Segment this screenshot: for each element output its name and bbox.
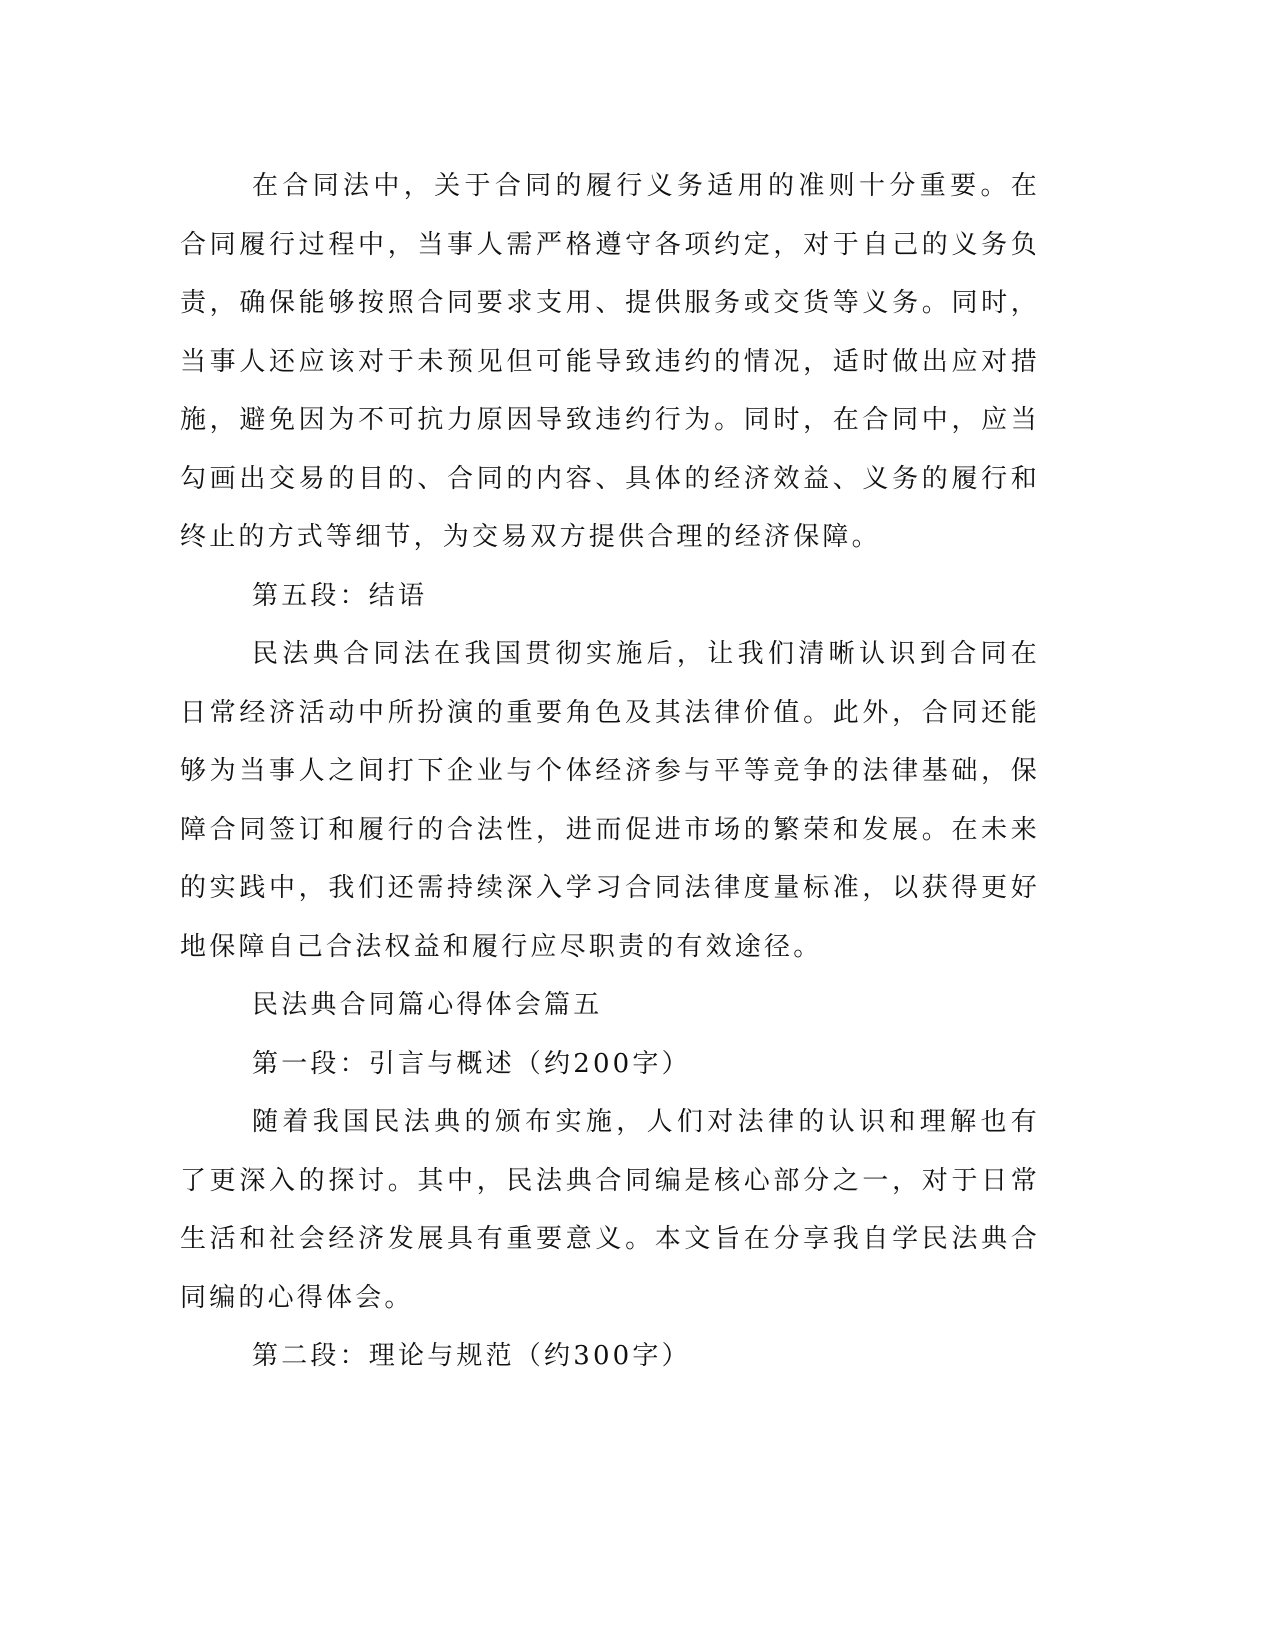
paragraph-introduction: 随着我国民法典的颁布实施，人们对法律的认识和理解也有了更深入的探讨。其中，民法典合同编是核心部分之一，对于日常生活和社会经济发展具有重要意义。本文旨在分享我自学民法典合同编的心得体会。 xyxy=(180,1107,1040,1313)
paragraph-contract-performance: 在合同法中，关于合同的履行义务适用的准则十分重要。在合同履行过程中，当事人需严格遵守各项约定，对于自己的义务负责，确保能够按照合同要求支用、提供服务或交货等义务。同时，当事人还应该对于未预见但可能导致违约的情况，适时做出应对措施，避免因为不可抗力原因导致违约行为。同时，在合同中，应当勾画出交易的目的、合同的内容、具体的经济效益、义务的履行和终止的方式等细节，为交易双方提供合理的经济保障。 xyxy=(180,171,1040,552)
section-heading-introduction: 第一段：引言与概述（约200字） xyxy=(252,1048,691,1079)
article-title: 民法典合同篇心得体会篇五 xyxy=(252,990,603,1020)
section-heading-theory: 第二段：理论与规范（约300字） xyxy=(252,1341,691,1371)
section-heading-conclusion: 第五段：结语 xyxy=(252,580,428,611)
document-body xyxy=(180,157,1040,1386)
paragraph-conclusion: 民法典合同法在我国贯彻实施后，让我们清晰认识到合同在日常经济活动中所扮演的重要角色及其法律价值。此外，合同还能够为当事人之间打下企业与个体经济参与平等竞争的法律基础，保障合同签订和履行的合法性，进而促进市场的繁荣和发展。在未来的实践中，我们还需持续深入学习合同法律度量标准，以获得更好地保障自己合法权益和履行应尽职责的有效途径。 xyxy=(180,639,1040,962)
